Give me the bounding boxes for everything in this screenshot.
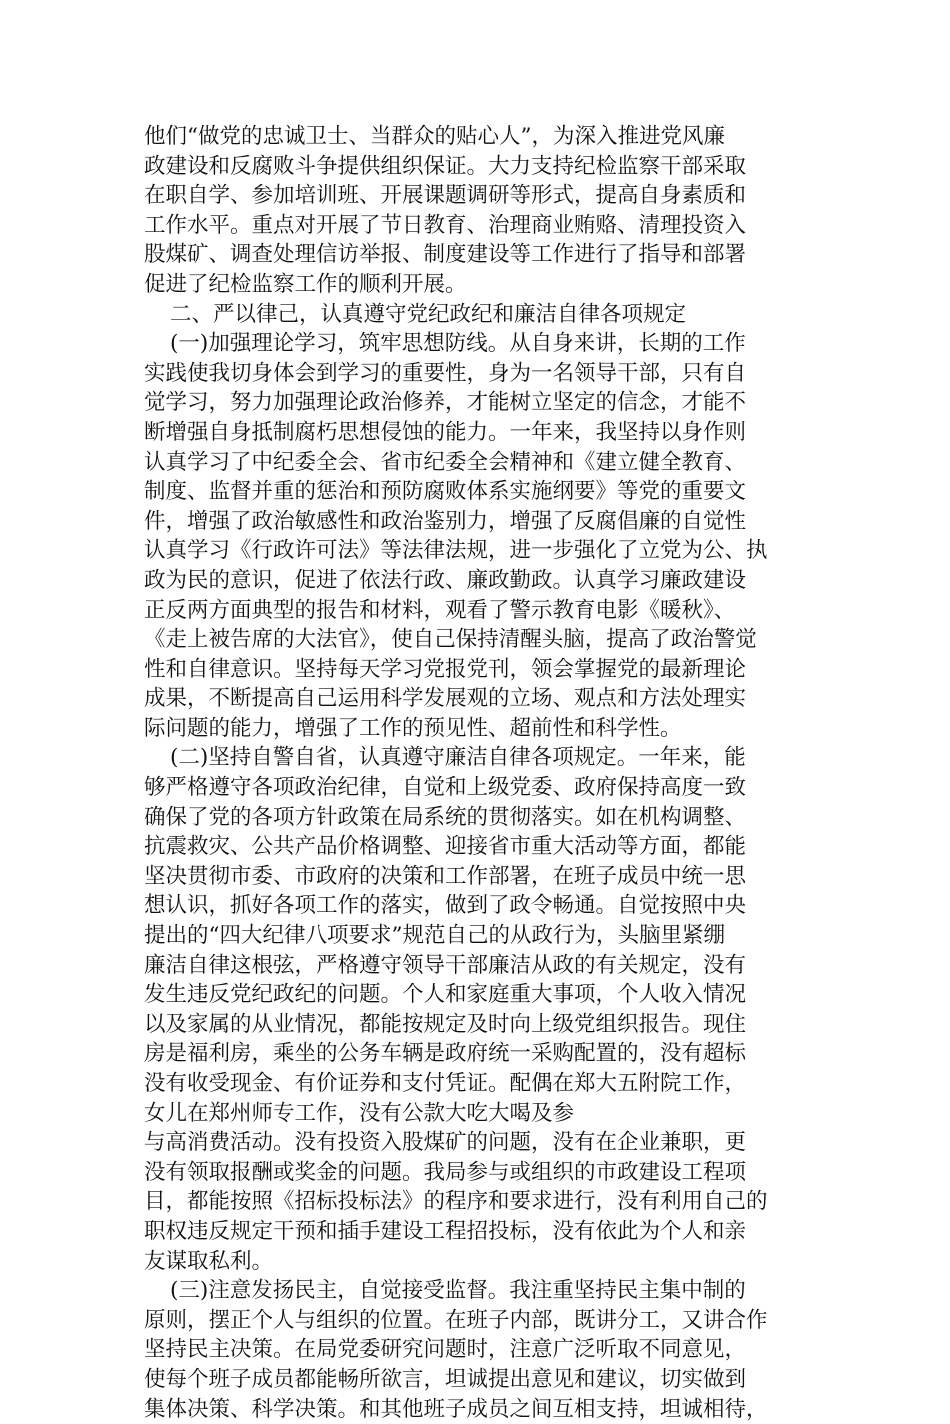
paragraph-line: 没有收受现金、有价证券和支付凭证。配偶在郑大五附院工作，	[144, 1071, 747, 1096]
paragraph-line: 股煤矿、调查处理信访举报、制度建设等工作进行了指导和部署	[144, 242, 747, 268]
paragraph-line: 集体决策、科学决策。和其他班子成员之间互相支持，坦诚相待，	[144, 1396, 768, 1422]
paragraph-line: 原则，摆正个人与组织的位置。在班子内部，既讲分工，又讲合作	[144, 1307, 768, 1333]
paragraph-line: 坚持民主决策。在局党委研究问题时，注意广泛听取不同意见，	[144, 1337, 747, 1363]
paragraph-line: 在职自学、参加培训班、开展课题调研等形式，提高自身素质和	[144, 183, 747, 209]
document-body	[144, 122, 812, 1424]
paragraph-line: 职权违反规定干预和插手建设工程招投标，没有依此为个人和亲	[144, 1218, 747, 1244]
paragraph-line: 政为民的意识，促进了依法行政、廉政勤政。认真学习廉政建设	[144, 567, 747, 593]
paragraph-line: 成果，不断提高自己运用科学发展观的立场、观点和方法处理实	[144, 686, 747, 712]
paragraph-first-line: (一)加强理论学习，筑牢思想防线。从自身来讲，长期的工作	[170, 331, 746, 357]
paragraph-line: 够严格遵守各项政治纪律，自觉和上级党委、政府保持高度一致	[144, 775, 747, 801]
paragraph-line: 政建设和反腐败斗争提供组织保证。大力支持纪检监察干部采取	[144, 153, 747, 179]
paragraph-line: 发生违反党纪政纪的问题。个人和家庭重大事项，个人收入情况	[144, 982, 747, 1008]
paragraph-line: 性和自律意识。坚持每天学习党报党刊，领会掌握党的最新理论	[144, 656, 747, 682]
paragraph-line: 没有领取报酬或奖金的问题。我局参与或组织的市政建设工程项	[144, 1159, 747, 1185]
paragraph-line: 促进了纪检监察工作的顺利开展。	[144, 271, 467, 297]
paragraph-line: 实践使我切身体会到学习的重要性，身为一名领导干部，只有自	[144, 360, 747, 386]
paragraph-line: 认真学习《行政许可法》等法律法规，进一步强化了立党为公、执	[144, 538, 768, 564]
paragraph-line: 提出的“四大纪律八项要求”规范自己的从政行为，头脑里紧绷	[144, 923, 725, 949]
paragraph-first-line: (二)坚持自警自省，认真遵守廉洁自律各项规定。一年来，能	[170, 745, 746, 771]
paragraph-line: 际问题的能力，增强了工作的预见性、超前性和科学性。	[144, 715, 682, 741]
paragraph-first-line: (三)注意发扬民主，自觉接受监督。我注重坚持民主集中制的	[170, 1278, 746, 1304]
paragraph-line: 觉学习，努力加强理论政治修养，才能树立坚定的信念，才能不	[144, 390, 747, 416]
paragraph-line: 断增强自身抵制腐朽思想侵蚀的能力。一年来，我坚持以身作则	[144, 419, 747, 445]
paragraph-line: 确保了党的各项方针政策在局系统的贯彻落实。如在机构调整、	[144, 804, 747, 830]
paragraph-line: 房是福利房，乘坐的公务车辆是政府统一采购配置的，没有超标	[144, 1041, 747, 1067]
paragraph-line: 正反两方面典型的报告和材料，观看了警示教育电影《暖秋》、	[144, 597, 736, 623]
paragraph-line: 与高消费活动。没有投资入股煤矿的问题，没有在企业兼职，更	[144, 1130, 747, 1156]
paragraph-line: 工作水平。重点对开展了节日教育、治理商业贿赂、清理投资入	[144, 212, 747, 238]
paragraph-first-line: 二、严以律己，认真遵守党纪政纪和廉洁自律各项规定	[170, 301, 687, 327]
paragraph-line: 目，都能按照《招标投标法》的程序和要求进行，没有利用自己的	[144, 1189, 768, 1215]
paragraph-line: 认真学习了中纪委全会、省市纪委全会精神和《建立健全教育、	[144, 449, 747, 475]
paragraph-line: 想认识，抓好各项工作的落实，做到了政令畅通。自觉按照中央	[144, 893, 747, 919]
paragraph-line: 友谋取私利。	[144, 1248, 274, 1274]
paragraph-line: 廉洁自律这根弦，严格遵守领导干部廉洁从政的有关规定，没有	[144, 952, 747, 978]
paragraph-line: 件，增强了政治敏感性和政治鉴别力，增强了反腐倡廉的自觉性	[144, 508, 747, 534]
paragraph-first-line: 他们“做党的忠诚卫士、当群众的贴心人”，为深入推进党风廉	[144, 124, 725, 149]
paragraph-line: 抗震救灾、公共产品价格调整、迎接省市重大活动等方面，都能	[144, 834, 747, 860]
paragraph-line: 坚决贯彻市委、市政府的决策和工作部署，在班子成员中统一思	[144, 863, 747, 889]
paragraph-line: 女儿在郑州师专工作，没有公款大吃大喝及参	[144, 1100, 575, 1126]
paragraph-line: 《走上被告席的大法官》，使自己保持清醒头脑，提高了政治警觉	[144, 627, 757, 653]
paragraph-line: 制度、监督并重的惩治和预防腐败体系实施纲要》等党的重要文	[144, 479, 747, 505]
paragraph-line: 以及家属的从业情况，都能按规定及时向上级党组织报告。现住	[144, 1011, 747, 1037]
paragraph-line: 使每个班子成员都能畅所欲言，坦诚提出意见和建议，切实做到	[144, 1366, 747, 1392]
